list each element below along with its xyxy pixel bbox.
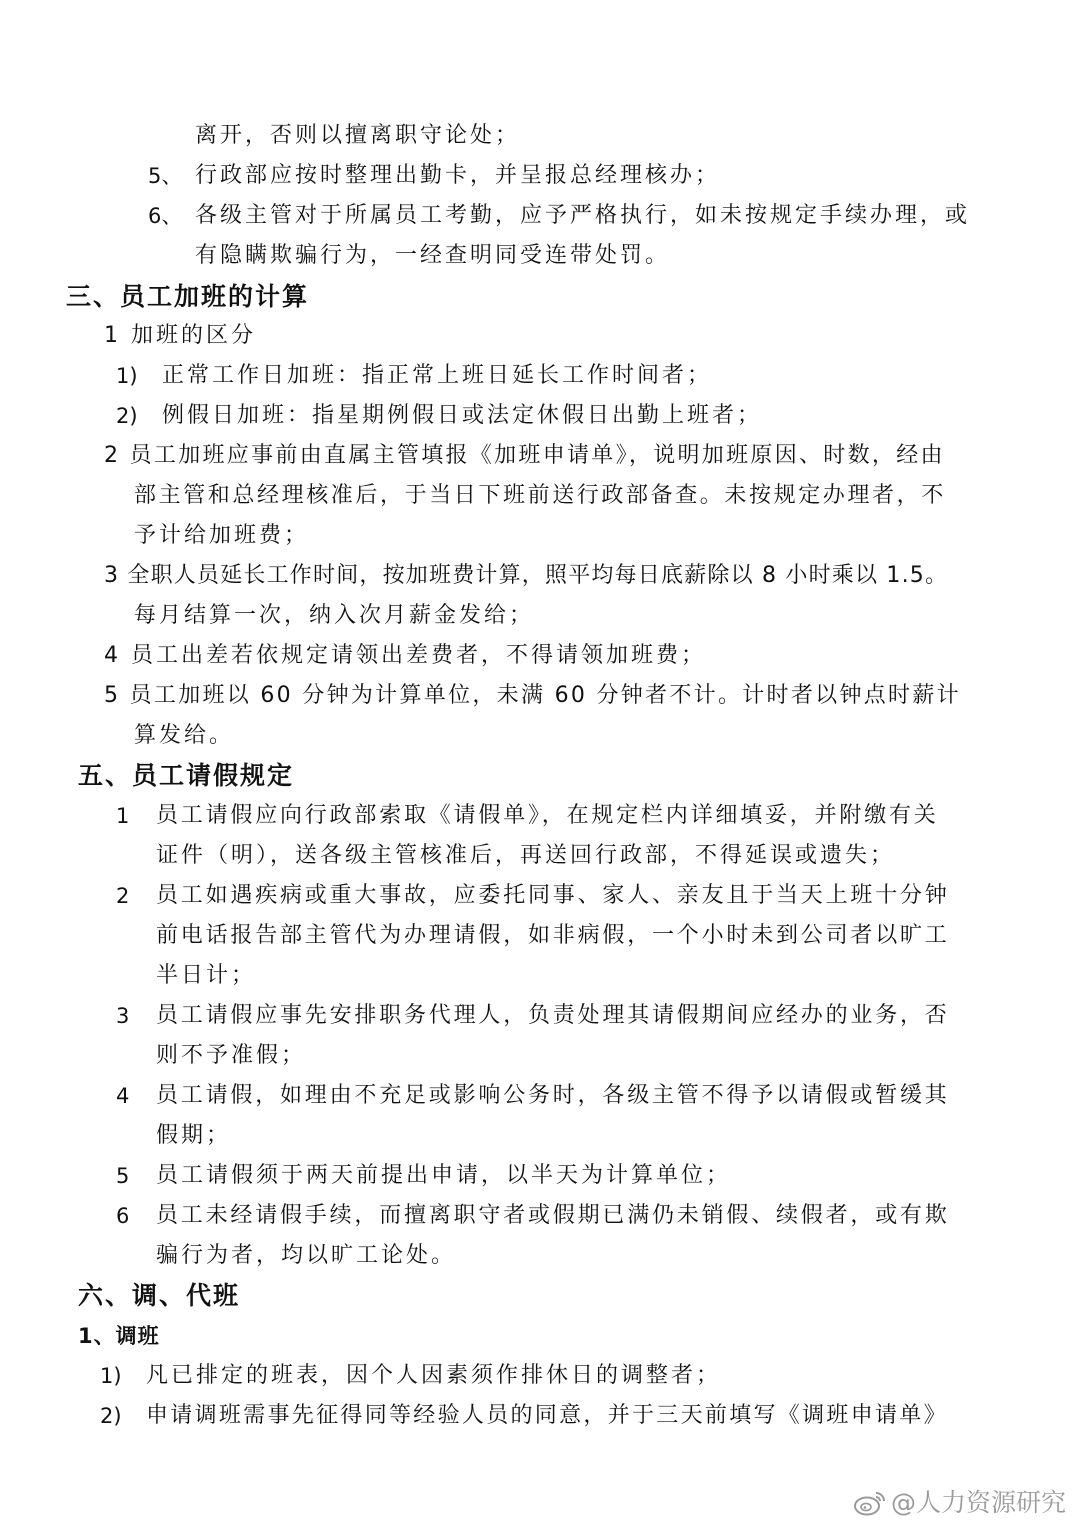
paragraph-line: 5 员工加班以 60 分钟为计算单位，未满 60 分钟者不计。计时者以钟点时薪计: [104, 683, 961, 708]
list-number: 1: [116, 804, 130, 828]
list-item-continuation: 则不予准假；: [156, 1043, 307, 1068]
list-item: 正常工作日加班：指正常上班日延长工作时间者；: [162, 363, 713, 388]
list-item: 员工请假应事先安排职务代理人，负责处理其请假期间应经办的业务，否: [156, 1003, 950, 1028]
list-number: 2): [100, 1404, 122, 1428]
section-heading-shift-swap: 六、调、代班: [78, 1281, 241, 1310]
list-number: 3: [116, 1004, 130, 1028]
list-item-continuation: 骗行为者，均以旷工论处。: [156, 1243, 457, 1268]
list-item-continuation: 前电话报告部主管代为办理请假，如非病假，一个小时未到公司者以旷工: [156, 923, 950, 948]
list-item: 各级主管对于所属员工考勤，应予严格执行，如未按规定手续办理，或: [195, 203, 971, 228]
paragraph-line: 4 员工出差若依规定请领出差费者，不得请领加班费；: [104, 643, 706, 668]
section-heading-overtime: 三、员工加班的计算: [66, 282, 310, 311]
list-item-continuation: 有隐瞒欺骗行为，一经查明同受连带处罚。: [195, 243, 671, 268]
list-number: 2: [116, 884, 130, 908]
list-item: 员工未经请假手续，而擅离职守者或假期已满仍未销假、续假者，或有欺: [156, 1203, 950, 1228]
list-number: 2): [116, 404, 138, 428]
list-item: 员工请假，如理由不充足或影响公务时，各级主管不得予以请假或暂缓其: [156, 1083, 950, 1108]
list-number: 6、: [148, 204, 183, 228]
paragraph-line: 2 员工加班应事前由直属主管填报《加班申请单》，说明加班原因、时数，经由: [104, 443, 945, 468]
list-item: 凡已排定的班表，因个人因素须作排休日的调整者；: [146, 1363, 722, 1388]
list-item: 员工如遇疾病或重大事故，应委托同事、家人、亲友且于当天上班十分钟: [156, 883, 950, 908]
paragraph-line: 3 全职人员延长工作时间，按加班费计算，照平均每日底薪除以 8 小时乘以 1.5。: [104, 563, 949, 588]
list-item-continuation: 假期；: [156, 1123, 232, 1148]
subheading: 1 加班的区分: [104, 323, 256, 348]
list-number: 5、: [148, 164, 183, 188]
paragraph-line: 每月结算一次，纳入次月薪金发给；: [134, 603, 535, 628]
paragraph-line: 予计给加班费；: [134, 523, 310, 548]
list-item: 申请调班需事先征得同等经验人员的同意，并于三天前填写《调班申请单》: [146, 1403, 948, 1428]
weibo-logo-icon: [853, 1489, 887, 1517]
list-number: 5: [116, 1164, 130, 1188]
list-item: 员工请假应向行政部索取《请假单》，在规定栏内详细填妥，并附缴有关: [156, 803, 939, 828]
watermark-text: @人力资源研究: [890, 1488, 1066, 1517]
paragraph-line: 算发给。: [134, 723, 235, 748]
list-number: 1): [116, 364, 138, 388]
list-item: 员工请假须于两天前提出申请，以半天为计算单位；: [156, 1163, 732, 1188]
list-number: 1): [100, 1364, 122, 1388]
list-item-continuation: 证件（明），送各级主管核准后，再送回行政部，不得延误或遗失；: [156, 843, 896, 868]
list-item: 例假日加班：指星期例假日或法定休假日出勤上班者；: [162, 403, 763, 428]
list-item-continuation: 半日计；: [156, 963, 257, 988]
list-number: 6: [116, 1204, 130, 1228]
subheading-shift-swap: 1、调班: [78, 1324, 160, 1348]
watermark: [853, 1483, 1066, 1523]
list-item: 行政部应按时整理出勤卡，并呈报总经理核办；: [195, 163, 721, 188]
section-heading-leave: 五、员工请假规定: [78, 761, 295, 790]
paragraph-line: 部主管和总经理核准后，于当日下班前送行政部备查。未按规定办理者，不: [134, 483, 946, 508]
list-number: 4: [116, 1084, 130, 1108]
paragraph-line: 离开，否则以擅离职守论处；: [195, 123, 521, 148]
